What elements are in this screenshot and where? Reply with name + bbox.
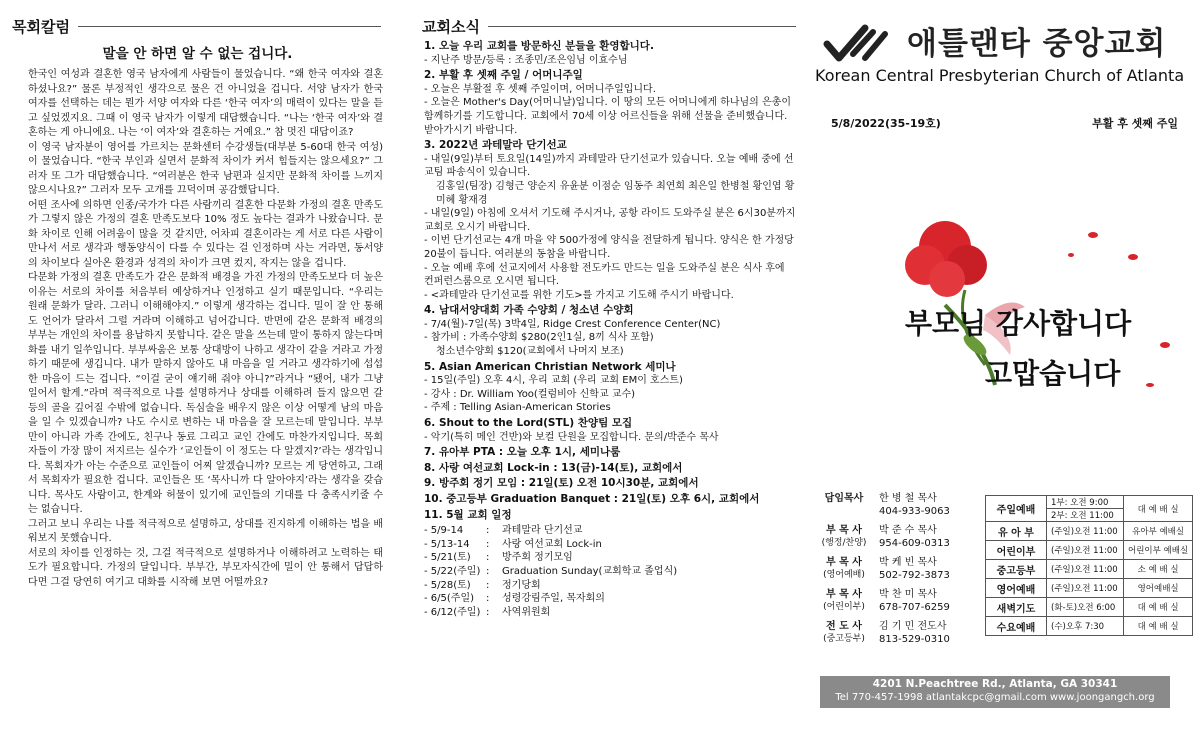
staff-role — [815, 492, 873, 505]
service-place: 영어예배실 — [1124, 579, 1193, 598]
staff-phone: 678-707-6259 — [879, 602, 950, 613]
news-line: - 15일(주일) 오후 4시, 우리 교회 (우리 교회 EM이 호스트) — [424, 375, 683, 387]
schedule-colon: : — [486, 579, 490, 591]
staff-row — [815, 588, 980, 620]
church-name-korean: 애틀랜타 중앙교회 — [907, 26, 1167, 62]
news-item — [424, 69, 796, 137]
staff-role-sub: (중고등부) — [823, 634, 865, 644]
schedule-row — [424, 606, 796, 620]
news-line: - 지난주 방문/등록 : 조종민/조은임님 이효수님 — [424, 54, 628, 66]
news-item — [424, 446, 796, 460]
news-heading: 11. 5월 교회 일정 — [424, 508, 512, 521]
liturgical-sunday: 부활 후 셋째 주일 — [1092, 117, 1178, 130]
service-time: (주일)오전 11:00 — [1047, 541, 1124, 560]
news-item — [424, 139, 796, 302]
news-line: - 7/4(월)-7일(목) 3박4일, Ridge Crest Conference Center(NC) — [424, 318, 721, 330]
schedule-date: - 5/28(토) — [424, 579, 471, 591]
column-title: 말을 안 하면 알 수 없는 겁니다. — [102, 46, 293, 62]
section-header-news — [422, 16, 810, 38]
news-item — [424, 361, 796, 415]
schedule-colon: : — [486, 606, 490, 618]
news-line: - <과테말라 단기선교를 위한 기도>를 가지고 기도해 주시기 바랍니다. — [424, 289, 734, 301]
service-time: (수)오후 7:30 — [1047, 617, 1124, 636]
staff-name: 박 준 수 목사 — [879, 525, 937, 536]
schedule-event: Graduation Sunday(교회학교 졸업식) — [502, 565, 678, 577]
schedule-date: - 5/9-14 — [424, 525, 464, 537]
news-line: 김홍일(팀장) 김형근 양순지 유윤분 이점순 임동주 최연희 최은일 한병철 황인엽 황미혜 황재경 — [436, 180, 795, 206]
staff-name: 한 병 철 목사 — [879, 493, 937, 504]
service-name: 영어예배 — [986, 579, 1047, 598]
church-logo-icon — [823, 22, 903, 66]
news-heading: 6. Shout to the Lord(STL) 찬양팀 모집 — [424, 417, 633, 430]
schedule-date: - 5/13-14 — [424, 538, 470, 550]
service-row — [986, 522, 1193, 541]
staff-contact — [873, 556, 950, 582]
news-heading: 7. 유아부 PTA : 오늘 오후 1시, 세미나룸 — [424, 446, 621, 459]
news-line: - 내일(9일)부터 토요일(14일)까지 과테말라 단기선교가 있습니다. 오늘 예배 중에 선교팀 파송식이 있습니다. — [424, 153, 794, 179]
staff-role-title: 부 목 사 — [826, 557, 862, 568]
section-title: 목회칼럼 — [12, 18, 78, 36]
news-line: - 오늘은 Mother's Day(어머니날)입니다. 이 땅의 모든 어머니에게 하나님의 은총이 함께하기를 기도합니다. 교회에서 70세 이상 어르신들을 위해 선물을 준비했습니다. 받아가시기 바랍니다. — [424, 97, 791, 136]
schedule-event: 성령강림주일, 목자회의 — [502, 593, 605, 605]
column-paragraph: 그러고 보니 우리는 나를 적극적으로 설명하고, 상대를 진지하게 이해하는 법을 배워보지 못했습니다. — [28, 518, 383, 544]
news-line: 청소년수양회 $120(교회에서 나머지 보조) — [436, 346, 624, 358]
staff-role — [815, 524, 873, 550]
staff-directory — [815, 492, 980, 652]
church-news — [410, 0, 810, 619]
church-contact: Tel 770-457-1998 atlantakcpc@gmail.com www.joongangch.org — [835, 692, 1155, 703]
news-item — [424, 509, 796, 523]
staff-row — [815, 620, 980, 652]
service-place: 유아부 예배실 — [1124, 522, 1193, 541]
column-paragraph: 다문화 가정의 결혼 만족도가 같은 문화적 배경을 가진 가정의 만족도보다 더 높은 이유는 서로의 차이를 처음부터 예상하거나 인정하고 실기 때문입니다. “우리는 원래 문화가 달라. 그러니 이해해야지.” 이렇게 생각하는 겁니다. 밀이 잘 안 통해도 언어가 달라서 그럴 거라며 이해하고 넘어갑니다. 반면에 같은 문화적 배경의 부부는 개인의 차이를 용납하지 못합니다. 같은 말을 쓰는데 말이 통하지 않는다며 화를 내기 일쑤입니다. 부부싸움은 보통 상대방이 나하고 생각이 같을 거라고 가정하기 때문에 생깁니다. 내가 말하지 않아도 내 마음을 일 거라고 생각하기에 섭섭한 마음이 드는 겁니다. “이걸 굳이 얘기해 줘야 아니?”라거나 “됐어, 내가 그냥 일어서 할게.”라며 적극적으로 나를 설명하거나 상대를 이해하려 들지 않으면 갈등의 골을 깊어질 수밖에 없습니다. 독심술을 배우지 않은 이상 어떻게 남의 마음을 일 수 있겠습니까? 나도 수시로 변하는 내 마음을 잘 모르는데 말입니다. 부부만이 아니라 가족 간에도, 친구나 동료 그리고 교인 간에도 마찬가지입니다. 목회자들이 가장 많이 저지르는 실수가 ‘교인들이 이 정도는 다 알겠지?’라는 생각입니다. 목회자가 아는 수준으로 교인들이 어찌 알겠습니까? 모르는 게 당연하고, 그래서 목회자가 필요한 겁니다. 교인들은 또 ‘목사니까 다 알아야지’라는 생각을 갖습니다. 목사도 사람이고, 한계와 허물이 있기에 교인들의 기대를 다 충족시키줄 수는 없습니다. — [28, 272, 383, 515]
schedule-date: - 5/21(토) — [424, 552, 471, 564]
schedule-colon: : — [486, 565, 490, 577]
schedule-row — [424, 524, 796, 538]
service-row — [986, 560, 1193, 579]
service-row — [986, 579, 1193, 598]
staff-phone: 954-609-0313 — [879, 538, 950, 549]
schedule-event: 정기당회 — [502, 579, 541, 591]
service-time: (화-토)오전 6:00 — [1047, 598, 1124, 617]
staff-row — [815, 524, 980, 556]
service-time: 1부: 오전 9:00 — [1047, 496, 1124, 509]
column-paragraph: 이 영국 남자분이 영어를 가르치는 문화센터 수강생들(대부분 5-60대 한국 여성)이 물었습니다. “한국 부인과 실면서 문화적 차이가 커서 힘들지는 않으세요?” 그러자 또 그가 대답했습니다. “여러분은 한국 남편과 실지만 문화적 차이를 느끼지 않으시나요?” 그러자 모두 고개를 끄덕이며 공감했답니다. — [28, 141, 383, 196]
news-line: - 내일(9일) 아침에 오셔서 기도해 주시거나, 공항 라이드 도와주실 분은 6시30분까지 교회로 오시기 바랍니다. — [424, 208, 796, 233]
news-heading: 10. 중고등부 Graduation Banquet : 21일(토) 오후 6시, 교회에서 — [424, 493, 760, 505]
staff-name: 박 케 빈 목사 — [879, 557, 937, 568]
news-item — [424, 304, 796, 358]
column-paragraph: 서로의 차이를 인정하는 것, 그걸 적극적으로 설명하거나 이해하려고 노력하는 태도가 필요합니다. 가정의 달입니다. 부부간, 부모자식간에 밀이 안 통해서 답답하다면 그걸 당연히 여기고 대화를 시작해 보면 어떨까요? — [28, 547, 383, 588]
schedule-colon: : — [486, 593, 490, 605]
issue-date: 5/8/2022(35-19호) — [831, 117, 941, 130]
news-item — [424, 417, 796, 444]
contact-footer — [820, 676, 1170, 708]
service-name: 중고등부 — [986, 560, 1047, 579]
news-item — [424, 477, 796, 491]
staff-name: 김 기 민 전도사 — [879, 621, 947, 632]
service-time: (주일)오전 11:00 — [1047, 560, 1124, 579]
service-place: 대 예 배 실 — [1124, 617, 1193, 636]
staff-role-sub: (행정/찬양) — [821, 538, 867, 548]
service-name: 새벽기도 — [986, 598, 1047, 617]
news-heading: 1. 오늘 우리 교회를 방문하신 분들을 환영합니다. — [424, 40, 654, 52]
service-name: 주일예배 — [986, 496, 1047, 522]
staff-row — [815, 492, 980, 524]
news-line: - 오늘 예배 후에 선교지에서 사용할 전도카드 만드는 일을 도와주실 분은 식사 후에 컨퍼런스룸으로 오시면 됩니다. — [424, 262, 785, 288]
church-address: 4201 N.Peachtree Rd., Atlanta, GA 30341 — [872, 678, 1118, 690]
news-line: - 악기(특히 메인 건반)와 보컬 단원을 모집합니다. 문의/박준수 목사 — [424, 431, 719, 443]
staff-contact — [873, 492, 950, 518]
service-row — [986, 617, 1193, 636]
staff-role — [815, 588, 873, 614]
news-heading: 5. Asian American Christian Network 세미나 — [424, 360, 676, 373]
news-heading: 8. 사랑 여선교회 Lock-in : 13(금)-14(토), 교회에서 — [424, 461, 683, 474]
schedule-event: 사랑 여선교회 Lock-in — [502, 538, 602, 550]
news-line: - 오늘은 부활절 후 셋째 주일이며, 어머니주일입니다. — [424, 83, 656, 95]
news-item — [424, 462, 796, 476]
service-place: 소 예 배 실 — [1124, 560, 1193, 579]
schedule-row — [424, 592, 796, 606]
news-heading: 3. 2022년 과테말라 단기선교 — [424, 139, 567, 152]
service-place: 대 예 배 실 — [1124, 598, 1193, 617]
service-name: 어린이부 — [986, 541, 1047, 560]
service-name: 유 아 부 — [986, 522, 1047, 541]
staff-phone: 813-529-0310 — [879, 634, 950, 645]
service-row — [986, 541, 1193, 560]
staff-role-sub: (영어예배) — [823, 570, 865, 580]
schedule-event: 사역위원회 — [502, 606, 551, 618]
service-row — [986, 598, 1193, 617]
section-title: 교회소식 — [422, 18, 488, 36]
service-time: 2부: 오전 11:00 — [1047, 509, 1124, 522]
schedule-date: - 5/22(주일) — [424, 565, 481, 577]
staff-name: 박 찬 미 목사 — [879, 589, 937, 600]
staff-role-title: 부 목 사 — [826, 589, 862, 600]
column-paragraph: 어떤 조사에 의하면 인종/국가가 다른 사람끼리 결혼한 다문화 가정의 결혼 만족도가 그렇지 않은 가정의 결혼 만족도보다 10% 정도 높다는 결과가 나왔습니다. 문화 차이로 인해 어려움이 많을 것 같지만, 어차피 결혼이라는 게 서로 다른 사람이 만나서 서로 생각과 행동양식이 다를 수 있다는 걸 인정하며 사는 거라면, 동서양의 차이보다 실아온 환경과 성격의 차이가 크면 컸지, 작지는 않을 겁니다. — [28, 199, 383, 269]
section-header-column — [12, 16, 395, 38]
service-row — [986, 496, 1193, 509]
staff-role-title: 부 목 사 — [826, 525, 862, 536]
staff-contact — [873, 524, 950, 550]
service-place: 대 예 배 실 — [1124, 496, 1193, 522]
service-schedule-table — [985, 495, 1193, 636]
staff-role-title: 담임목사 — [824, 493, 864, 504]
service-time: (주일)오전 11:00 — [1047, 522, 1124, 541]
staff-row — [815, 556, 980, 588]
staff-role — [815, 556, 873, 582]
schedule-colon: : — [486, 538, 490, 550]
staff-contact — [873, 620, 950, 646]
news-item — [424, 40, 796, 67]
schedule-date: - 6/12(주일) — [424, 606, 481, 618]
schedule-row — [424, 565, 796, 579]
news-line: - 강사 : Dr. William Yoo(컬럼비아 신학교 교수) — [424, 388, 636, 400]
greeting-line-1: 부모님 감사합니다 — [905, 307, 1132, 340]
schedule-colon: : — [486, 552, 490, 564]
greeting-line-2: 고맙습니다 — [985, 357, 1121, 390]
news-line: - 이번 단기선교는 4개 마을 약 500가정에 양식을 전달하게 됩니다. 양식은 한 가정당 20불이 듭니다. 여러분의 동참을 바랍니다. — [424, 235, 794, 260]
news-heading: 2. 부활 후 셋째 주일 / 어머니주일 — [424, 69, 583, 82]
service-time: (주일)오전 11:00 — [1047, 579, 1124, 598]
staff-phone: 404-933-9063 — [879, 506, 950, 517]
schedule-row — [424, 551, 796, 565]
column-body — [0, 68, 395, 590]
news-item — [424, 493, 796, 507]
schedule-event: 과테말라 단기선교 — [502, 525, 583, 537]
news-heading: 4. 남대서양대회 가족 수양회 / 청소년 수양회 — [424, 304, 634, 317]
schedule-event: 방주회 정기모임 — [502, 552, 573, 564]
column-paragraph: 한국인 여성과 결혼한 영국 남자에게 사람들이 물었습니다. “왜 한국 여자와 결혼하셨나요?” 물론 부정적인 생각으로 물은 건 아니었을 겁니다. 서양 남자가 한국 여자를 선택하는 데는 뭔가 서양 여자와 다른 ‘한국 여자’의 매력이 있다는 말을 듣고 싶었겠지요. 그때 이 영국 남자가 이렇게 대답했습니다. “나는 ‘한국 여자’와 결혼하는 게 아니에요. 나는 ‘이 여자’와 결혼하는 거예요.” 참 멋진 대답이죠? — [28, 69, 383, 138]
news-heading: 9. 방주회 정기 모임 : 21일(토) 오전 10시30분, 교회에서 — [424, 477, 699, 490]
schedule-row — [424, 538, 796, 552]
service-place: 어린이부 예배실 — [1124, 541, 1193, 560]
masthead — [815, 0, 1200, 703]
staff-role — [815, 620, 873, 646]
schedule-row — [424, 579, 796, 593]
schedule-date: - 6/5(주일) — [424, 593, 475, 605]
news-line: - 참가비 : 가족수양회 $280(2인1실, 8끼 식사 포함) — [424, 332, 654, 344]
schedule-colon: : — [486, 525, 490, 537]
staff-phone: 502-792-3873 — [879, 570, 950, 581]
issue-dateline — [831, 115, 1178, 131]
staff-role-title: 전 도 사 — [826, 621, 862, 632]
staff-contact — [873, 588, 950, 614]
service-name: 수요예배 — [986, 617, 1047, 636]
staff-role-sub: (어린이부) — [823, 602, 865, 612]
news-list — [410, 38, 810, 619]
news-line: - 주제 : Telling Asian-American Stories — [424, 402, 611, 414]
church-logo — [823, 22, 1200, 66]
church-name-english: Korean Central Presbyterian Church of Atlanta — [815, 66, 1185, 85]
pastor-column — [0, 0, 395, 590]
